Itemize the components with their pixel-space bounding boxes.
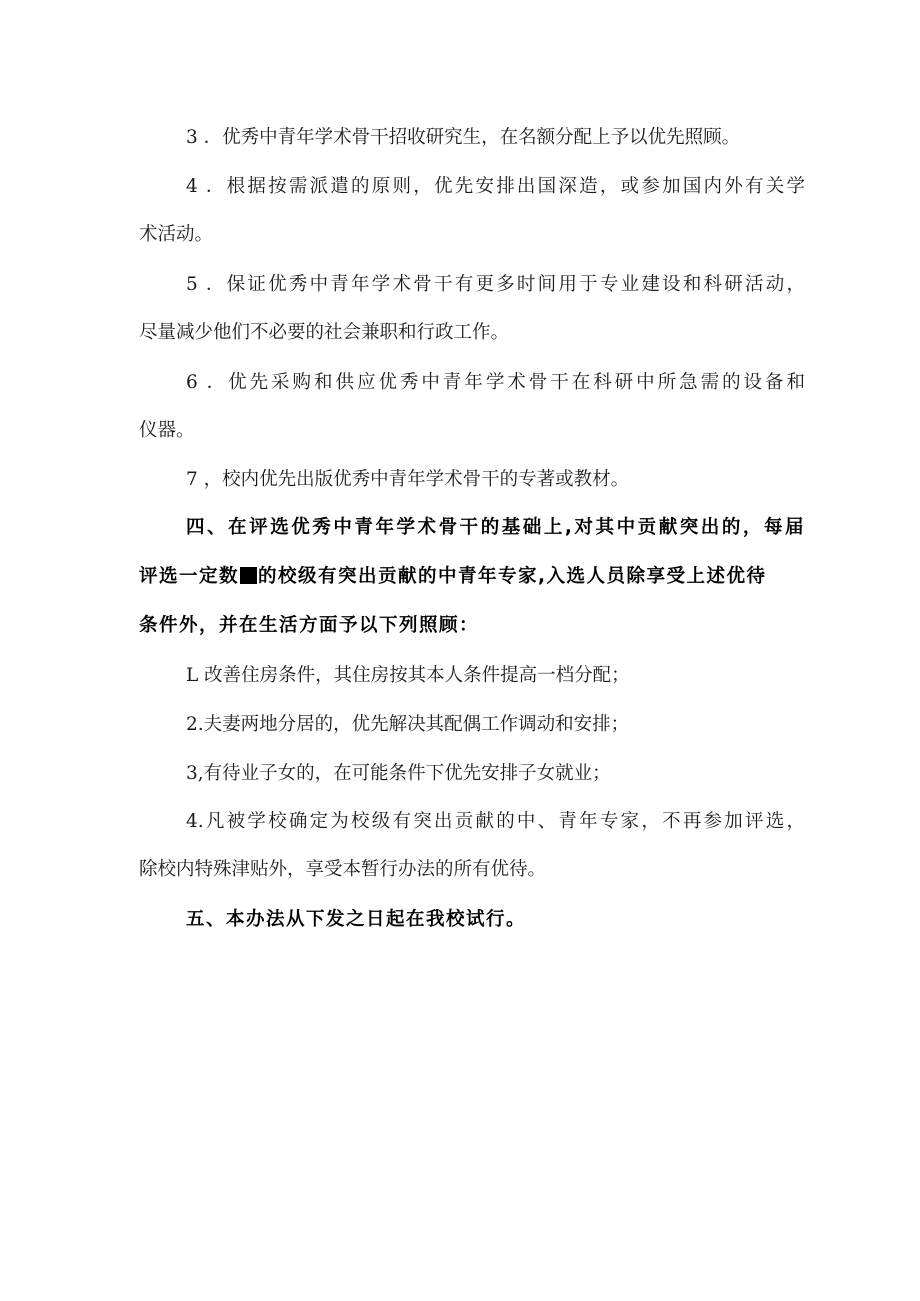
paragraph-item-5 bbox=[139, 261, 805, 309]
item-4-line-1: 4 ．根据按需派遣的原则，优先安排出国深造，或参加国内外有关学 bbox=[186, 176, 805, 197]
paragraph-benefit-2 bbox=[139, 701, 805, 749]
paragraph-item-4-cont bbox=[139, 211, 805, 259]
item-3-text: 3 ．优秀中青年学术骨干招收研究生，在名额分配上予以优先照顾。 bbox=[186, 127, 741, 148]
section-4-line-3: 条件外，并在生活方面予以下列照顾： bbox=[139, 615, 480, 636]
benefit-3-text: 3,有待业子女的，在可能条件下优先安排子女就业； bbox=[186, 763, 611, 784]
paragraph-benefit-1 bbox=[139, 652, 805, 700]
section-5-text: 五、本办法从下发之日起在我校试行。 bbox=[186, 909, 527, 930]
paragraph-benefit-4 bbox=[139, 798, 805, 846]
section-4-line-2-start: 评选一定数 bbox=[139, 566, 240, 587]
item-6-line-2: 仪器。 bbox=[139, 420, 195, 441]
item-7-text: 7 ，校内优先出版优秀中青年学术骨干的专著或教材。 bbox=[186, 469, 630, 490]
paragraph-benefit-3 bbox=[139, 750, 805, 798]
benefit-2-text: 2.夫妻两地分居的，优先解决其配偶工作调动和安排； bbox=[186, 714, 630, 735]
item-6-line-1: 6 ．优先采购和供应优秀中青年学术骨干在科研中所急需的设备和 bbox=[186, 372, 805, 393]
paragraph-item-3 bbox=[139, 114, 805, 162]
benefit-1-text: L 改善住房条件，其住房按其本人条件提高一档分配； bbox=[186, 665, 630, 686]
section-4-line-2-end: 的校级有突出贡献的中青年专家,入选人员除享受上述优待 bbox=[258, 566, 767, 587]
black-square-glyph bbox=[240, 567, 257, 584]
benefit-4-line-2: 除校内特殊津贴外，享受本暂行办法的所有优待。 bbox=[139, 859, 547, 880]
paragraph-item-6 bbox=[139, 359, 805, 407]
paragraph-item-5-cont bbox=[139, 309, 805, 357]
benefit-4-line-1: 4.凡被学校确定为校级有突出贡献的中、青年专家，不再参加评选， bbox=[186, 811, 805, 832]
item-5-line-1: 5 ．保证优秀中青年学术骨干有更多时间用于专业建设和科研活动， bbox=[186, 274, 805, 295]
section-4-line-2 bbox=[139, 553, 805, 601]
paragraph-section-5 bbox=[139, 896, 805, 944]
paragraph-item-7 bbox=[139, 456, 805, 504]
item-4-line-2: 术活动。 bbox=[139, 224, 214, 245]
paragraph-item-4 bbox=[139, 163, 805, 211]
item-5-line-2: 尽量减少他们不必要的社会兼职和行政工作。 bbox=[139, 322, 510, 343]
paragraph-section-4-line-2 bbox=[139, 553, 805, 601]
section-4-line-1: 四、在评选优秀中青年学术骨干的基础上,对其中贡献突出的，每届 bbox=[186, 517, 805, 538]
paragraph-section-4-line-3 bbox=[139, 602, 805, 650]
paragraph-benefit-4-cont bbox=[139, 846, 805, 894]
paragraph-item-6-cont bbox=[139, 407, 805, 455]
paragraph-section-4 bbox=[139, 504, 805, 552]
